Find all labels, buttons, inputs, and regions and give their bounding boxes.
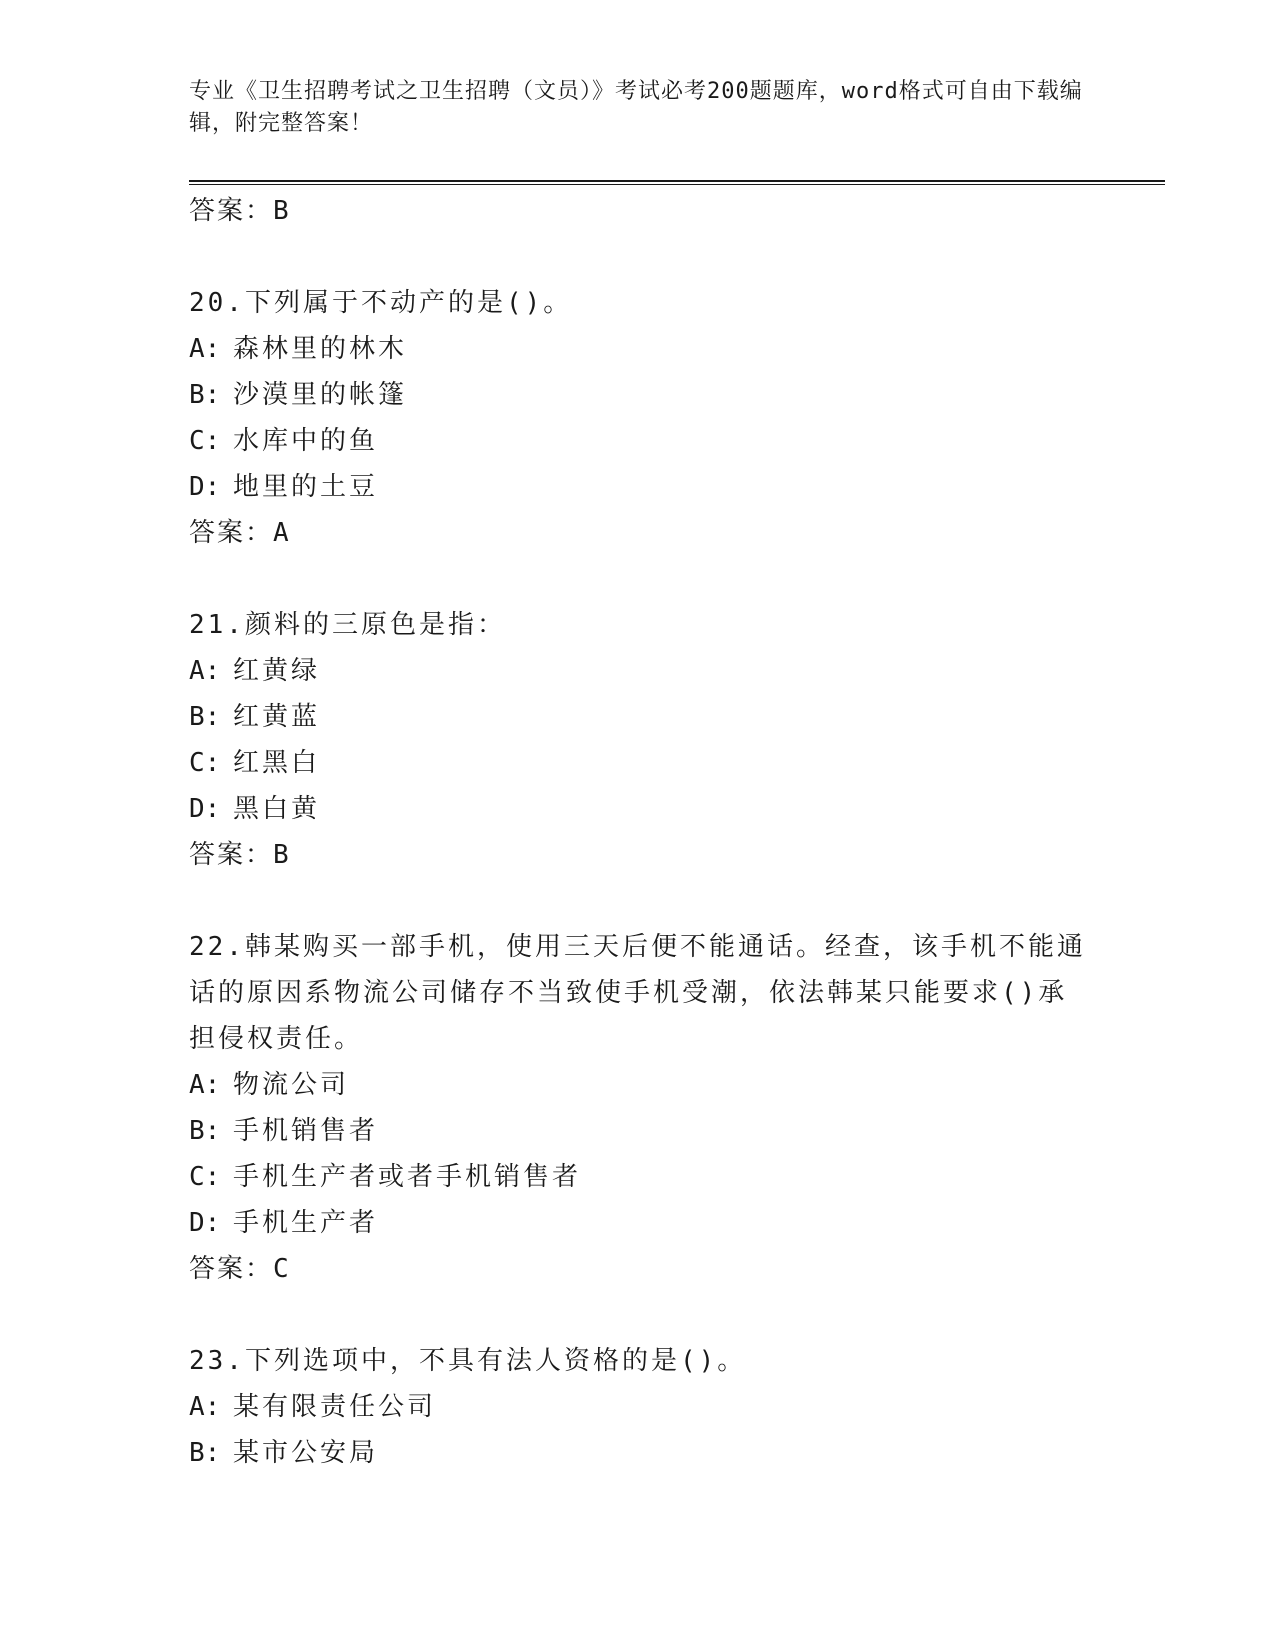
option-c [189, 418, 1089, 464]
question-list [189, 188, 1089, 1476]
answer-line: 答案：B [189, 196, 291, 226]
option-d [189, 786, 1089, 832]
option-letter: C: [189, 426, 221, 456]
option-text: 水库中的鱼 [233, 426, 379, 456]
option-b [189, 694, 1089, 740]
option-text: 地里的土豆 [233, 472, 379, 502]
option-letter: B: [189, 1116, 221, 1146]
option-letter: A: [189, 334, 221, 364]
option-text: 红黑白 [233, 748, 321, 778]
option-text: 红黄蓝 [233, 702, 321, 732]
option-letter: C: [189, 1162, 221, 1192]
option-text: 沙漠里的帐篷 [233, 380, 408, 410]
option-text: 红黄绿 [233, 656, 321, 686]
answer-line: 答案：C [189, 1254, 291, 1284]
option-text: 手机生产者或者手机销售者 [233, 1162, 582, 1192]
option-b [189, 1430, 1089, 1476]
option-letter: D: [189, 1208, 221, 1238]
option-b [189, 1108, 1089, 1154]
option-letter: C: [189, 748, 221, 778]
option-letter: D: [189, 794, 221, 824]
option-text: 物流公司 [233, 1070, 350, 1100]
option-letter: B: [189, 380, 221, 410]
option-letter: B: [189, 1438, 221, 1468]
answer-line: 答案：A [189, 518, 291, 548]
option-a [189, 326, 1089, 372]
option-text: 手机销售者 [233, 1116, 379, 1146]
option-c [189, 1154, 1089, 1200]
option-a [189, 1062, 1089, 1108]
option-letter: A: [189, 1070, 221, 1100]
option-a [189, 648, 1089, 694]
question-block [189, 924, 1089, 1292]
question-block [189, 602, 1089, 878]
spacer [189, 878, 1089, 924]
option-text: 黑白黄 [233, 794, 321, 824]
spacer [189, 556, 1089, 602]
header-divider [189, 180, 1165, 185]
option-d [189, 464, 1089, 510]
option-b [189, 372, 1089, 418]
question-text: 20.下列属于不动产的是()。 [189, 288, 573, 318]
option-letter: A: [189, 656, 221, 686]
question-text: 23.下列选项中，不具有法人资格的是()。 [189, 1346, 747, 1376]
question-block [189, 280, 1089, 556]
answer-line: 答案：B [189, 840, 291, 870]
option-letter: A: [189, 1392, 221, 1422]
option-text: 森林里的林木 [233, 334, 408, 364]
option-d [189, 1200, 1089, 1246]
question-block [189, 1338, 1089, 1476]
option-a [189, 1384, 1089, 1430]
spacer [189, 234, 1089, 280]
question-text: 22.韩某购买一部手机，使用三天后便不能通话。经查，该手机不能通话的原因系物流公司储存不当致使手机受潮，依法韩某只能要求()承担侵权责任。 [189, 932, 1086, 1054]
option-text: 某有限责任公司 [233, 1392, 437, 1422]
option-text: 手机生产者 [233, 1208, 379, 1238]
option-c [189, 740, 1089, 786]
question-text: 21.颜料的三原色是指： [189, 610, 506, 640]
option-letter: D: [189, 472, 221, 502]
document-header: 专业《卫生招聘考试之卫生招聘（文员）》考试必考200题题库，word格式可自由下载编辑，附完整答案！ [189, 79, 1083, 136]
spacer [189, 1292, 1089, 1338]
option-text: 某市公安局 [233, 1438, 379, 1468]
option-letter: B: [189, 702, 221, 732]
